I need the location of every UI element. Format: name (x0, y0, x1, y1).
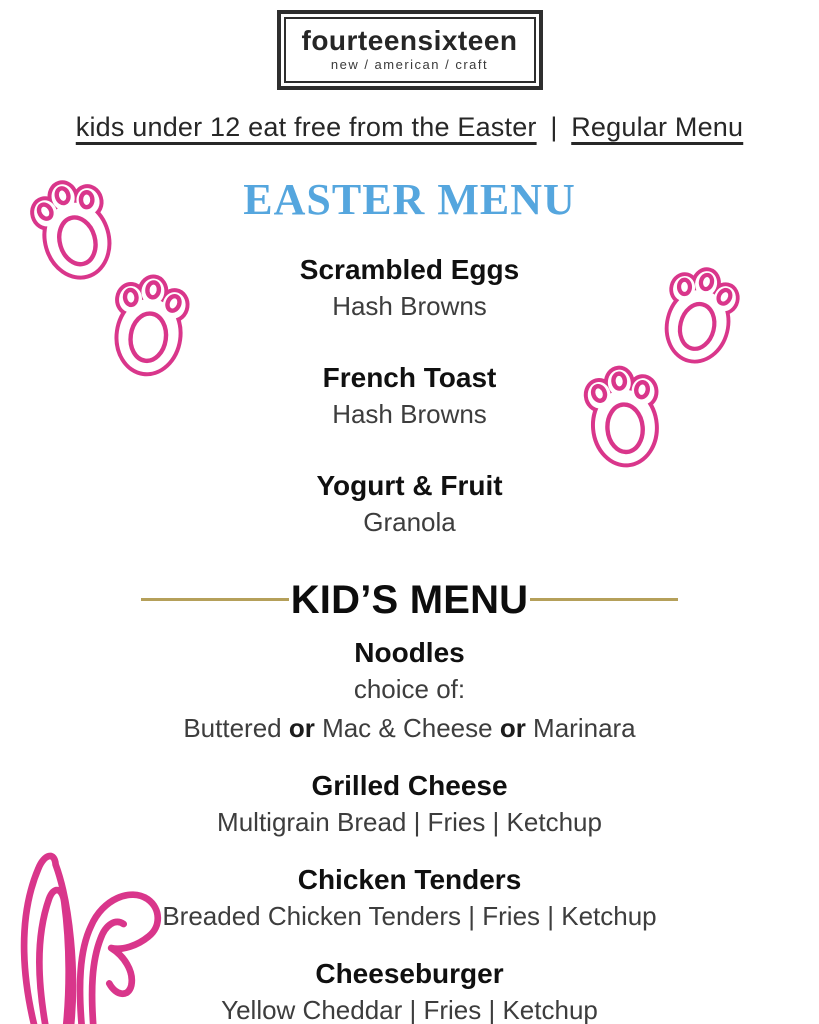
logo (0, 0, 819, 90)
kids-menu-header (0, 578, 819, 622)
menu-item-options: Buttered or Mac & Cheese or Marinara (183, 712, 636, 743)
menu-item (0, 770, 819, 838)
promo-right-text: Regular Menu (571, 112, 744, 143)
menu-item-description: Granola (363, 506, 456, 537)
restaurant-name: fourteensixteen (301, 25, 518, 56)
kids-menu-items (0, 637, 819, 1024)
promo-banner (0, 112, 819, 143)
promo-separator: | (550, 112, 558, 143)
menu-item-name: French Toast (322, 361, 497, 393)
menu-item (0, 254, 819, 322)
menu-item-name: Yogurt & Fruit (316, 469, 503, 501)
restaurant-tagline: new / american / craft (330, 57, 489, 73)
divider-line-left (141, 598, 289, 601)
menu-item-description: choice of: (353, 674, 466, 704)
menu-item-name: Chicken Tenders (297, 863, 522, 895)
menu-item-name: Cheeseburger (315, 957, 504, 989)
easter-menu-items (0, 254, 819, 538)
menu-item-name: Noodles (354, 636, 465, 668)
menu-item-name: Scrambled Eggs (299, 253, 520, 285)
logo-border (277, 10, 543, 90)
menu-item-description: Breaded Chicken Tenders | Fries | Ketchup (162, 901, 657, 932)
promo-left-text: kids under 12 eat free from the Easter (75, 112, 537, 143)
menu-item (0, 362, 819, 430)
menu-item-description: Multigrain Bread | Fries | Ketchup (217, 806, 602, 837)
menu-item-description: Hash Browns (332, 290, 487, 321)
menu-item (0, 637, 819, 744)
menu-item (0, 864, 819, 932)
menu-item-description: Yellow Cheddar | Fries | Ketchup (221, 995, 598, 1024)
menu-item-name: Grilled Cheese (311, 769, 508, 801)
menu-item (0, 470, 819, 538)
menu-item (0, 958, 819, 1024)
easter-menu-title: EASTER MENU (243, 175, 576, 225)
kids-menu-title: KID’S MENU (290, 577, 529, 622)
divider-line-right (530, 598, 678, 601)
menu-item-description: Hash Browns (332, 398, 487, 429)
